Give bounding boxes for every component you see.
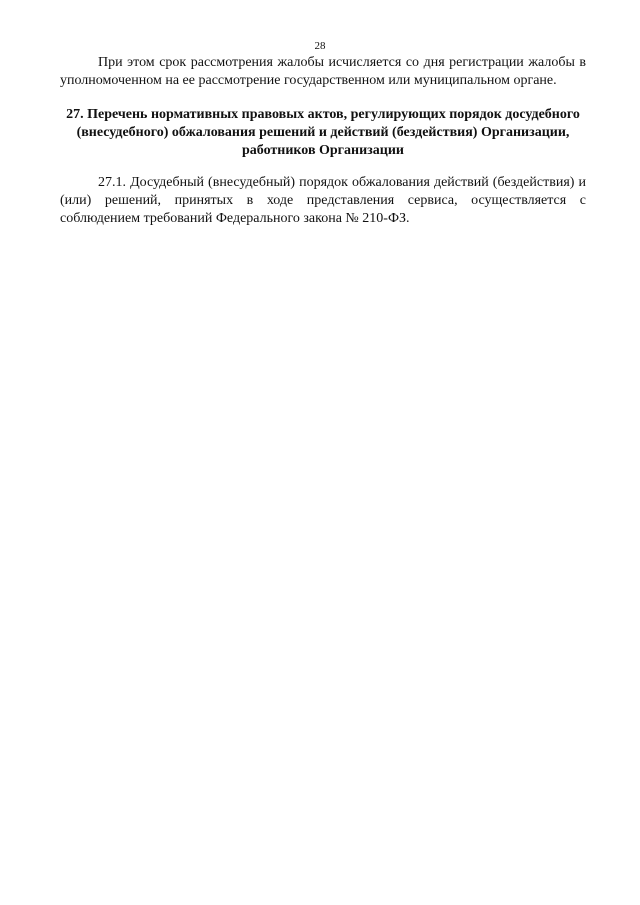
section-heading: 27. Перечень нормативных правовых актов, регулирующих порядок досудебного (внесудебного) обжалования решений и действий (бездействия) Организации, работников Организации [66,107,580,158]
document-body [60,54,586,228]
paragraph-complaint-term: При этом срок рассмотрения жалобы исчисляется со дня регистрации жалобы в уполномоченном на ее рассмотрение государственном или муниципальном органе. [60,55,586,88]
page-number: 28 [314,40,326,52]
paragraph-27-1: 27.1. Досудебный (внесудебный) порядок обжалования действий (бездействия) и (или) решений, принятых в ходе представления сервиса, осуществляется с соблюдением требований Федерального закона № 210-ФЗ. [60,175,586,226]
